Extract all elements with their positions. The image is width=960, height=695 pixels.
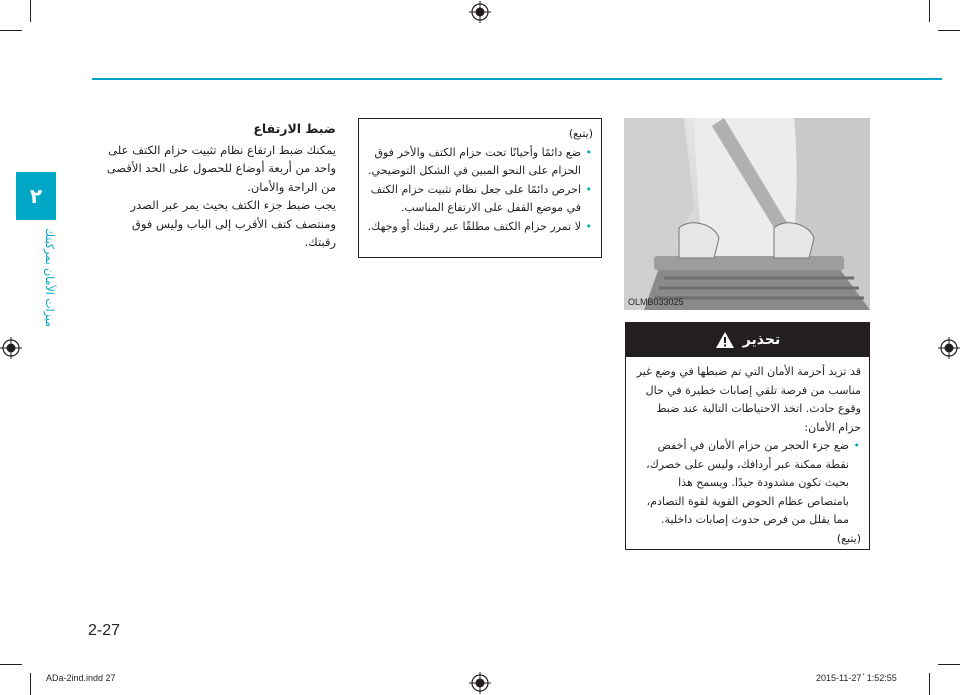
warning-body — [626, 357, 869, 554]
info-list — [367, 144, 593, 237]
continued-label: (يتبع) — [836, 531, 861, 545]
section-heading: ضبط الارتفاع — [253, 121, 336, 136]
warning-list — [634, 437, 861, 530]
list-item: • ضع جزء الحجر من حزام الأمان في أخفض نقطة ممكنة عبر أردافك، وليس على خصرك، بحيث تكون مشدودة جيدًا. ويسمح هذا بامتصاص عظام الحوض القوية لقوة التصادم، مما يقلل من فرص حدوث إصابات داخلية. — [634, 437, 849, 530]
crop-mark — [929, 673, 930, 695]
seatbelt-drawing — [624, 118, 870, 310]
footer-timestamp: 2015-11-27 ٰ 1:52:55 — [816, 673, 897, 683]
warning-title: تحذير — [742, 332, 781, 348]
list-item: • ضع دائمًا وأحيانًا تحت حزام الكتف والأخر فوق الحزام على النحو المبين في الشكل التوضيحي. — [367, 144, 581, 181]
info-box-title: (يتبع) — [568, 127, 593, 140]
warning-box — [625, 322, 870, 550]
registration-mark-icon — [469, 1, 491, 23]
registration-mark-icon — [469, 672, 491, 694]
crop-mark — [30, 673, 31, 695]
crop-mark — [30, 0, 31, 22]
warning-triangle-icon — [715, 331, 735, 349]
chapter-tab — [16, 172, 56, 220]
registration-mark-icon — [938, 337, 960, 359]
chapter-title: ميزات الأمان بمركبتك — [43, 227, 56, 327]
footer-file: ADa-2ind.indd 27 — [46, 673, 116, 683]
crop-mark — [938, 30, 960, 31]
header-rule — [92, 78, 942, 80]
info-box — [358, 118, 602, 258]
paragraph: يمكنك ضبط ارتفاع نظام تثبيت حزام الكتف على واحد من أربعة أوضاع للحصول على الحد الأقصى من الراحة والأمان. — [106, 142, 336, 194]
seatbelt-illustration — [624, 118, 870, 310]
page-number: 2-27 — [88, 622, 121, 639]
warning-header — [626, 323, 869, 357]
warning-intro: قد تزيد أحزمة الأمان التي تم ضبطها في وضع غير مناسب من فرصة تلقي إصابات خطيرة في حال وقوع حادث. اتخذ الاحتياطات التالية عند ضبط حزام الأمان: — [636, 365, 861, 434]
crop-mark — [929, 0, 930, 22]
figure-code: OLMB033025 — [628, 297, 684, 307]
crop-mark — [0, 30, 22, 31]
body-section — [100, 120, 336, 252]
crop-mark — [0, 664, 22, 665]
crop-mark — [938, 664, 960, 665]
list-item: • احرص دائمًا على جعل نظام تثبيت حزام الكتف في موضع القفل على الارتفاع المناسب. — [367, 181, 581, 218]
registration-mark-icon — [0, 337, 22, 359]
chapter-number: ٢ — [29, 184, 43, 208]
list-item: • لا تمرر حزام الكتف مطلقًا عبر رقبتك أو وجهك. — [367, 218, 581, 237]
paragraph: يجب ضبط جزء الكتف بحيث يمر عبر الصدر ومنتصف كتف الأقرب إلى الباب وليس فوق رقبتك. — [130, 198, 336, 249]
